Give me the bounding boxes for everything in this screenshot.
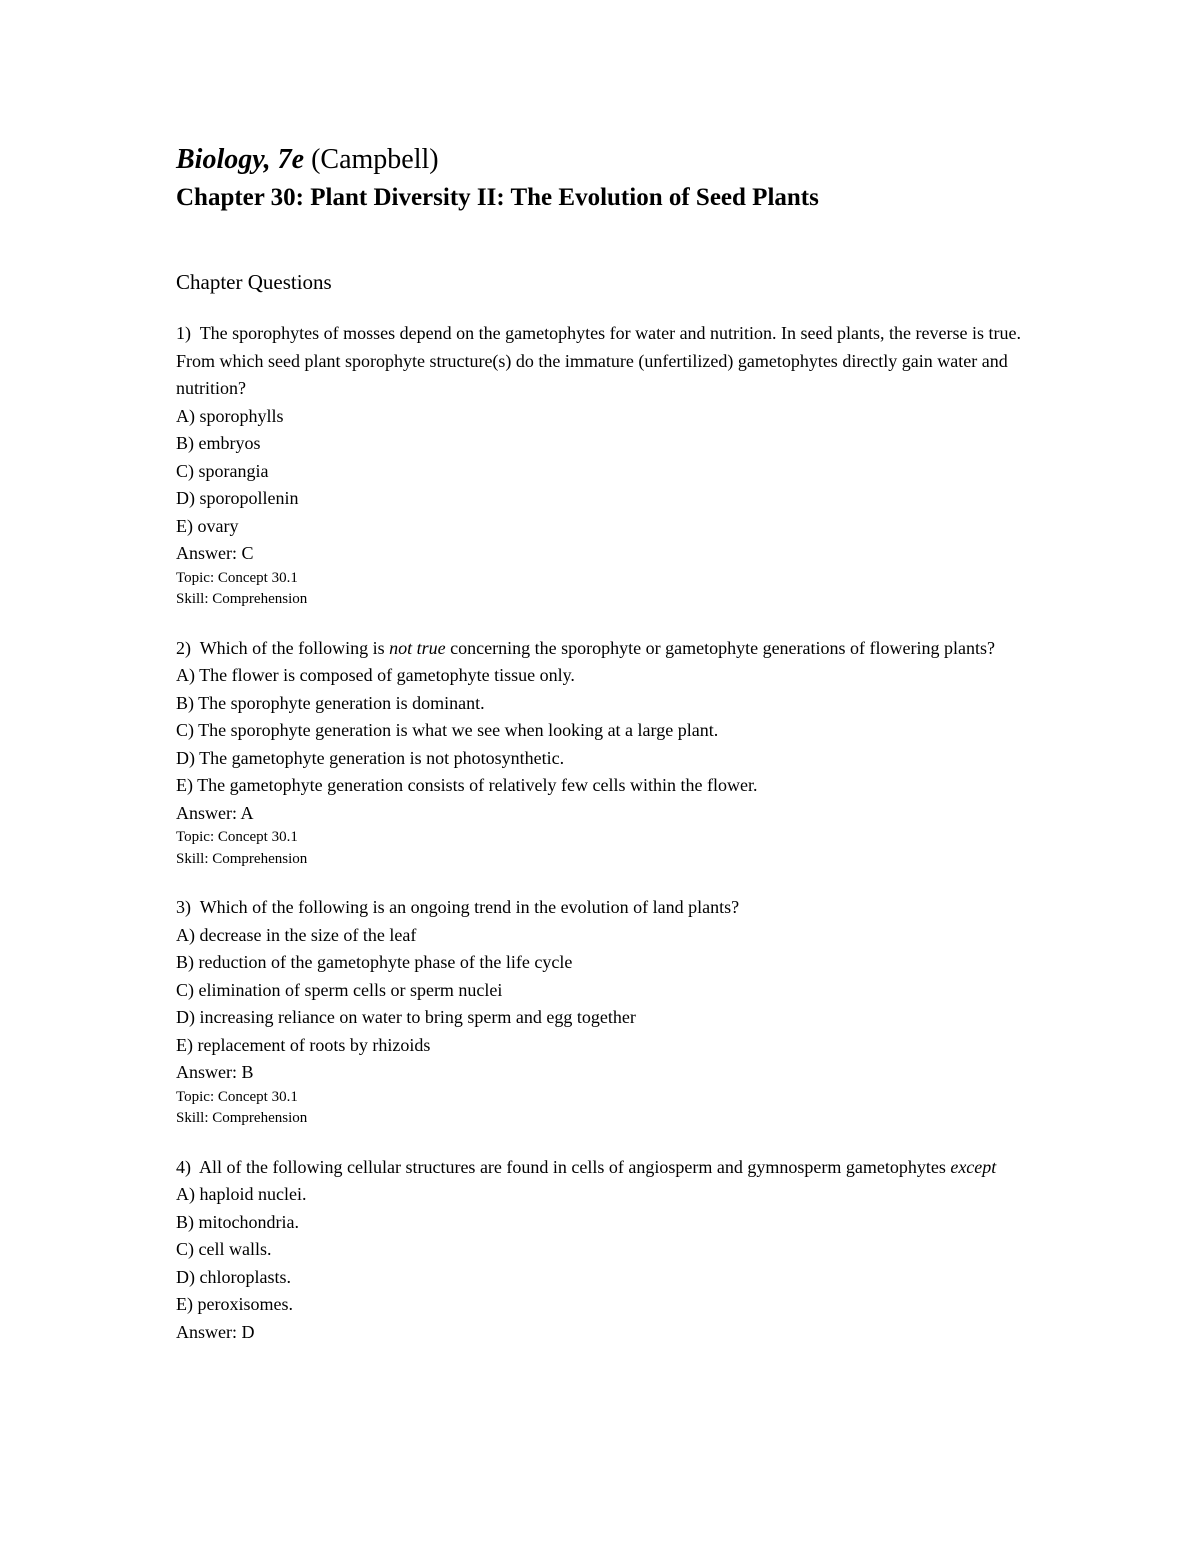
stem-text: Which of the following is an ongoing trend in the evolution of land plants?	[199, 897, 740, 917]
choice-d: D) The gametophyte generation is not photosynthetic.	[176, 747, 565, 768]
question-number: 1)	[176, 323, 191, 343]
question-1	[176, 320, 1056, 611]
choice-a: A) The flower is composed of gametophyte tissue only.	[176, 665, 575, 685]
question-stem	[176, 635, 1056, 663]
question-number: 4)	[176, 1156, 191, 1177]
choice-a: A) decrease in the size of the leaf	[176, 924, 417, 945]
document-page	[176, 142, 1056, 1346]
topic: Topic: Concept 30.1	[176, 829, 298, 845]
answer: Answer: D	[176, 1321, 255, 1342]
skill: Skill: Comprehension	[176, 1110, 308, 1126]
choice-e: E) ovary	[176, 515, 239, 536]
book-title-line	[176, 142, 1056, 178]
question-stem	[176, 1154, 1056, 1182]
question-number: 2)	[176, 637, 191, 658]
choice-e: E) peroxisomes.	[176, 1294, 293, 1314]
topic: Topic: Concept 30.1	[176, 569, 298, 586]
stem-text: All of the following cellular structures are found in cells of angiosperm and gymnosperm gametophytes	[199, 1156, 946, 1177]
topic: Topic: Concept 30.1	[176, 1088, 298, 1105]
stem-text-continued: concerning the sporophyte or gametophyte generations of flowering plants?	[450, 637, 995, 658]
stem-emphasis: except	[950, 1156, 997, 1177]
choice-b: B) mitochondria.	[176, 1211, 299, 1232]
skill: Skill: Comprehension	[176, 591, 308, 607]
choice-c: C) elimination of sperm cells or sperm nuclei	[176, 979, 503, 1000]
book-author: (Campbell)	[311, 144, 439, 175]
stem-text: Which of the following is	[199, 637, 385, 658]
answer: Answer: B	[176, 1062, 254, 1082]
choice-d: D) increasing reliance on water to bring sperm and egg together	[176, 1007, 636, 1027]
section-heading: Chapter Questions	[176, 270, 332, 294]
chapter-title: Chapter 30: Plant Diversity II: The Evolution of Seed Plants	[176, 184, 819, 211]
question-number: 3)	[176, 897, 191, 917]
choice-a: A) sporophylls	[176, 405, 284, 426]
choice-a: A) haploid nuclei.	[176, 1184, 307, 1204]
choice-b: B) reduction of the gametophyte phase of the life cycle	[176, 952, 573, 972]
book-title: Biology, 7e	[176, 144, 305, 175]
choice-b: B) The sporophyte generation is dominant.	[176, 692, 485, 713]
choice-b: B) embryos	[176, 433, 261, 453]
question-3	[176, 894, 1056, 1130]
question-2	[176, 635, 1056, 871]
stem-text: The sporophytes of mosses depend on the gametophytes for water and nutrition. In seed plants, the reverse is true. From which seed plant sporophyte structure(s) do the immature (unfertilized) gametophytes directly gain water and nutrition?	[176, 323, 1021, 398]
answer: Answer: A	[176, 802, 254, 823]
question-stem	[176, 320, 1056, 403]
choice-d: D) sporopollenin	[176, 488, 299, 508]
question-stem	[176, 894, 1056, 922]
choice-c: C) cell walls.	[176, 1239, 272, 1259]
choice-c: C) The sporophyte generation is what we see when looking at a large plant.	[176, 720, 719, 740]
choice-c: C) sporangia	[176, 460, 269, 481]
answer: Answer: C	[176, 543, 254, 563]
choice-e: E) replacement of roots by rhizoids	[176, 1034, 431, 1055]
skill: Skill: Comprehension	[176, 850, 308, 867]
choice-e: E) The gametophyte generation consists of relatively few cells within the flower.	[176, 775, 758, 795]
question-4	[176, 1154, 1056, 1347]
stem-emphasis: not true	[389, 637, 446, 658]
choice-d: D) chloroplasts.	[176, 1266, 291, 1287]
